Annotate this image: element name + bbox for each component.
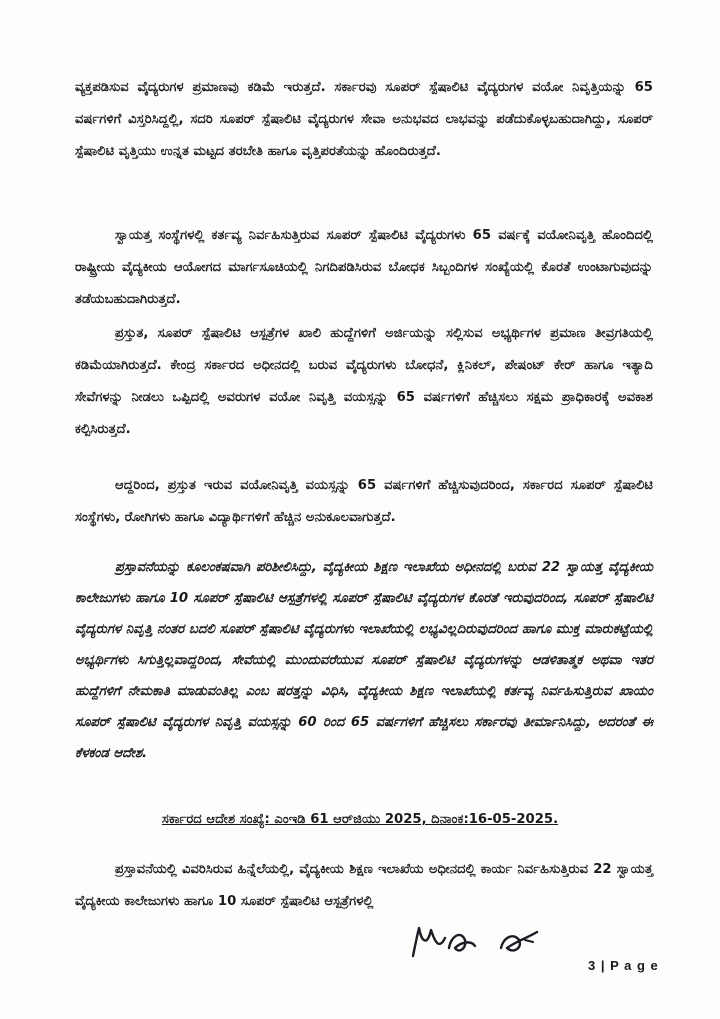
paragraph-2: ಸ್ವಾಯತ್ತ ಸಂಸ್ಥೆಗಳಲ್ಲಿ ಕರ್ತವ್ಯ ನಿರ್ವಹಿಸುತ್ತಿರುವ ಸೂಪರ್ ಸ್ಪೆಷಾಲಿಟಿ ವೈದ್ಯರುಗಳು 65 ವರ್ಷಕ್ಕೆ ವಯೋನಿವೃತ್ತಿ ಹೊಂದಿದಲ್ಲಿ ರಾಷ್ಟ್ರೀಯ ವೈದ್ಯಕೀಯ ಆಯೋಗದ ಮಾರ್ಗಸೂಚಿಯಲ್ಲಿ ನಿಗದಿಪಡಿಸಿರುವ ಬೋಧಕ ಸಿಬ್ಬಂದಿಗಳ ಸಂಖ್ಯೆಯಲ್ಲಿ ಕೊರತೆ ಉಂಟಾಗುವುದನ್ನು ತಡೆಯಬಹುದಾಗಿರುತ್ತದೆ. <box>75 228 653 307</box>
signature-image <box>405 918 555 968</box>
paragraph-3: ಪ್ರಸ್ತುತ, ಸೂಪರ್ ಸ್ಪೆಷಾಲಿಟಿ ಆಸ್ಪತ್ರೆಗಳ ಖಾಲಿ ಹುದ್ದೆಗಳಿಗೆ ಅರ್ಜಿಯನ್ನು ಸಲ್ಲಿಸುವ ಅಭ್ಯರ್ಥಿಗಳ ಪ್ರಮಾಣ ತೀವ್ರಗತಿಯಲ್ಲಿ ಕಡಿಮೆಯಾಗಿರುತ್ತದೆ. ಕೇಂದ್ರ ಸರ್ಕಾರದ ಅಧೀನದಲ್ಲಿ ಬರುವ ವೈದ್ಯರುಗಳು ಬೋಧನೆ, ಕ್ಲಿನಿಕಲ್, ಪೇಷಂಟ್ ಕೇರ್ ಹಾಗೂ ಇತ್ಯಾದಿ ಸೇವೆಗಳನ್ನು ನೀಡಲು ಒಪ್ಪಿದಲ್ಲಿ ಅವರುಗಳ ವಯೋ ನಿವೃತ್ತಿ ವಯಸ್ಸನ್ನು 65 ವರ್ಷಗಳಿಗೆ ಹೆಚ್ಚಿಸಲು ಸಕ್ಷಮ ಪ್ರಾಧಿಕಾರಕ್ಕೆ ಅವಕಾಶ ಕಲ್ಪಿಸಿರುತ್ತದೆ. <box>75 326 653 437</box>
paragraph-5: ಪ್ರಸ್ತಾವನೆಯನ್ನು ಕೂಲಂಕಷವಾಗಿ ಪರಿಶೀಲಿಸಿದ್ದು, ವೈದ್ಯಕೀಯ ಶಿಕ್ಷಣ ಇಲಾಖೆಯ ಅಧೀನದಲ್ಲಿ ಬರುವ 22 ಸ್ವಾಯತ್ತ ವೈದ್ಯಕೀಯ ಕಾಲೇಜುಗಳು ಹಾಗೂ 10 ಸೂಪರ್ ಸ್ಪೆಷಾಲಿಟಿ ಆಸ್ಪತ್ರೆಗಳಲ್ಲಿ ಸೂಪರ್ ಸ್ಪೆಷಾಲಿಟಿ ವೈದ್ಯರುಗಳ ಕೊರತೆ ಇರುವುದರಿಂದ, ಸೂಪರ್ ಸ್ಪೆಷಾಲಿಟಿ ವೈದ್ಯರುಗಳ ನಿವೃತ್ತಿ ನಂತರ ಬದಲಿ ಸೂಪರ್ ಸ್ಪೆಷಾಲಿಟಿ ವೈದ್ಯರುಗಳು ಇಲಾಖೆಯಲ್ಲಿ ಲಭ್ಯವಿಲ್ಲದಿರುವುದರಿಂದ ಹಾಗೂ ಮುಕ್ತ ಮಾರುಕಟ್ಟೆಯಲ್ಲಿ ಅಭ್ಯರ್ಥಿಗಳು ಸಿಗುತ್ತಿಲ್ಲವಾದ್ದರಿಂದ, ಸೇವೆಯಲ್ಲಿ ಮುಂದುವರೆಯುವ ಸೂಪರ್ ಸ್ಪೆಷಾಲಿಟಿ ವೈದ್ಯರುಗಳನ್ನು ಆಡಳಿತಾತ್ಮಕ ಅಥವಾ ಇತರ ಹುದ್ದೆಗಳಿಗೆ ನೇಮಕಾತಿ ಮಾಡುವಂತಿಲ್ಲ ಎಂಬ ಷರತ್ತನ್ನು ವಿಧಿಸಿ, ವೈದ್ಯಕೀಯ ಶಿಕ್ಷಣ ಇಲಾಖೆಯಲ್ಲಿ ಕರ್ತವ್ಯ ನಿರ್ವಹಿಸುತ್ತಿರುವ ಖಾಯಂ ಸೂಪರ್ ಸ್ಪೆಷಾಲಿಟಿ ವೈದ್ಯರುಗಳ ನಿವೃತ್ತಿ ವಯಸ್ಸನ್ನು 60 ರಿಂದ 65 ವರ್ಷಗಳಿಗೆ ಹೆಚ್ಚಿಸಲು ಸರ್ಕಾರವು ತೀರ್ಮಾನಿಸಿದ್ದು, ಅದರಂತೆ ಈ ಕೆಳಕಂಡ ಆದೇಶ. <box>75 560 653 761</box>
paragraph-1: ವ್ಯಕ್ತಪಡಿಸುವ ವೈದ್ಯರುಗಳ ಪ್ರಮಾಣವು ಕಡಿಮೆ ಇರುತ್ತದೆ. ಸರ್ಕಾರವು ಸೂಪರ್ ಸ್ಪೆಷಾಲಿಟಿ ವೈದ್ಯರುಗಳ ವಯೋ ನಿವೃತ್ತಿಯನ್ನು 65 ವರ್ಷಗಳಿಗೆ ವಿಸ್ತರಿಸಿದ್ದಲ್ಲಿ, ಸದರಿ ಸೂಪರ್ ಸ್ಪೆಷಾಲಿಟಿ ವೈದ್ಯರುಗಳ ಸೇವಾ ಅನುಭವದ ಲಾಭವನ್ನು ಪಡೆದುಕೊಳ್ಳಬಹುದಾಗಿದ್ದು, ಸೂಪರ್ ಸ್ಪೆಷಾಲಿಟಿ ವೃತ್ತಿಯು ಉನ್ನತ ಮಟ್ಟದ ತರಬೇತಿ ಹಾಗೂ ವೃತ್ತಿಪರತೆಯನ್ನು ಹೊಂದಿರುತ್ತದೆ. <box>75 80 653 159</box>
paragraph-6: ಪ್ರಸ್ತಾವನೆಯಲ್ಲಿ ವಿವರಿಸಿರುವ ಹಿನ್ನೆಲೆಯಲ್ಲಿ, ವೈದ್ಯಕೀಯ ಶಿಕ್ಷಣ ಇಲಾಖೆಯ ಅಧೀನದಲ್ಲಿ ಕಾರ್ಯ ನಿರ್ವಹಿಸುತ್ತಿರುವ 22 ಸ್ವಾಯತ್ತ ವೈದ್ಯಕೀಯ ಕಾಲೇಜುಗಳು ಹಾಗೂ 10 ಸೂಪರ್ ಸ್ಪೆಷಾಲಿಟಿ ಆಸ್ಪತ್ರೆಗಳಲ್ಲಿ <box>75 862 653 909</box>
paragraph-4: ಆದ್ದರಿಂದ, ಪ್ರಸ್ತುತ ಇರುವ ವಯೋನಿವೃತ್ತಿ ವಯಸ್ಸನ್ನು 65 ವರ್ಷಗಳಿಗೆ ಹೆಚ್ಚಿಸುವುದರಿಂದ, ಸರ್ಕಾರದ ಸೂಪರ್ ಸ್ಪೆಷಾಲಿಟಿ ಸಂಸ್ಥೆಗಳು, ರೋಗಿಗಳು ಹಾಗೂ ವಿದ್ಯಾರ್ಥಿಗಳಿಗೆ ಹೆಚ್ಚಿನ ಅನುಕೂಲವಾಗುತ್ತದೆ. <box>75 478 653 525</box>
page-number: 3 | P a g e <box>588 958 659 973</box>
government-order-number: ಸರ್ಕಾರದ ಆದೇಶ ಸಂಖ್ಯೆ: ಎಂಇಡಿ 61 ಆರ್‌ಜಿಯು 2025, ದಿನಾಂಕ:16-05-2025. <box>161 812 559 827</box>
